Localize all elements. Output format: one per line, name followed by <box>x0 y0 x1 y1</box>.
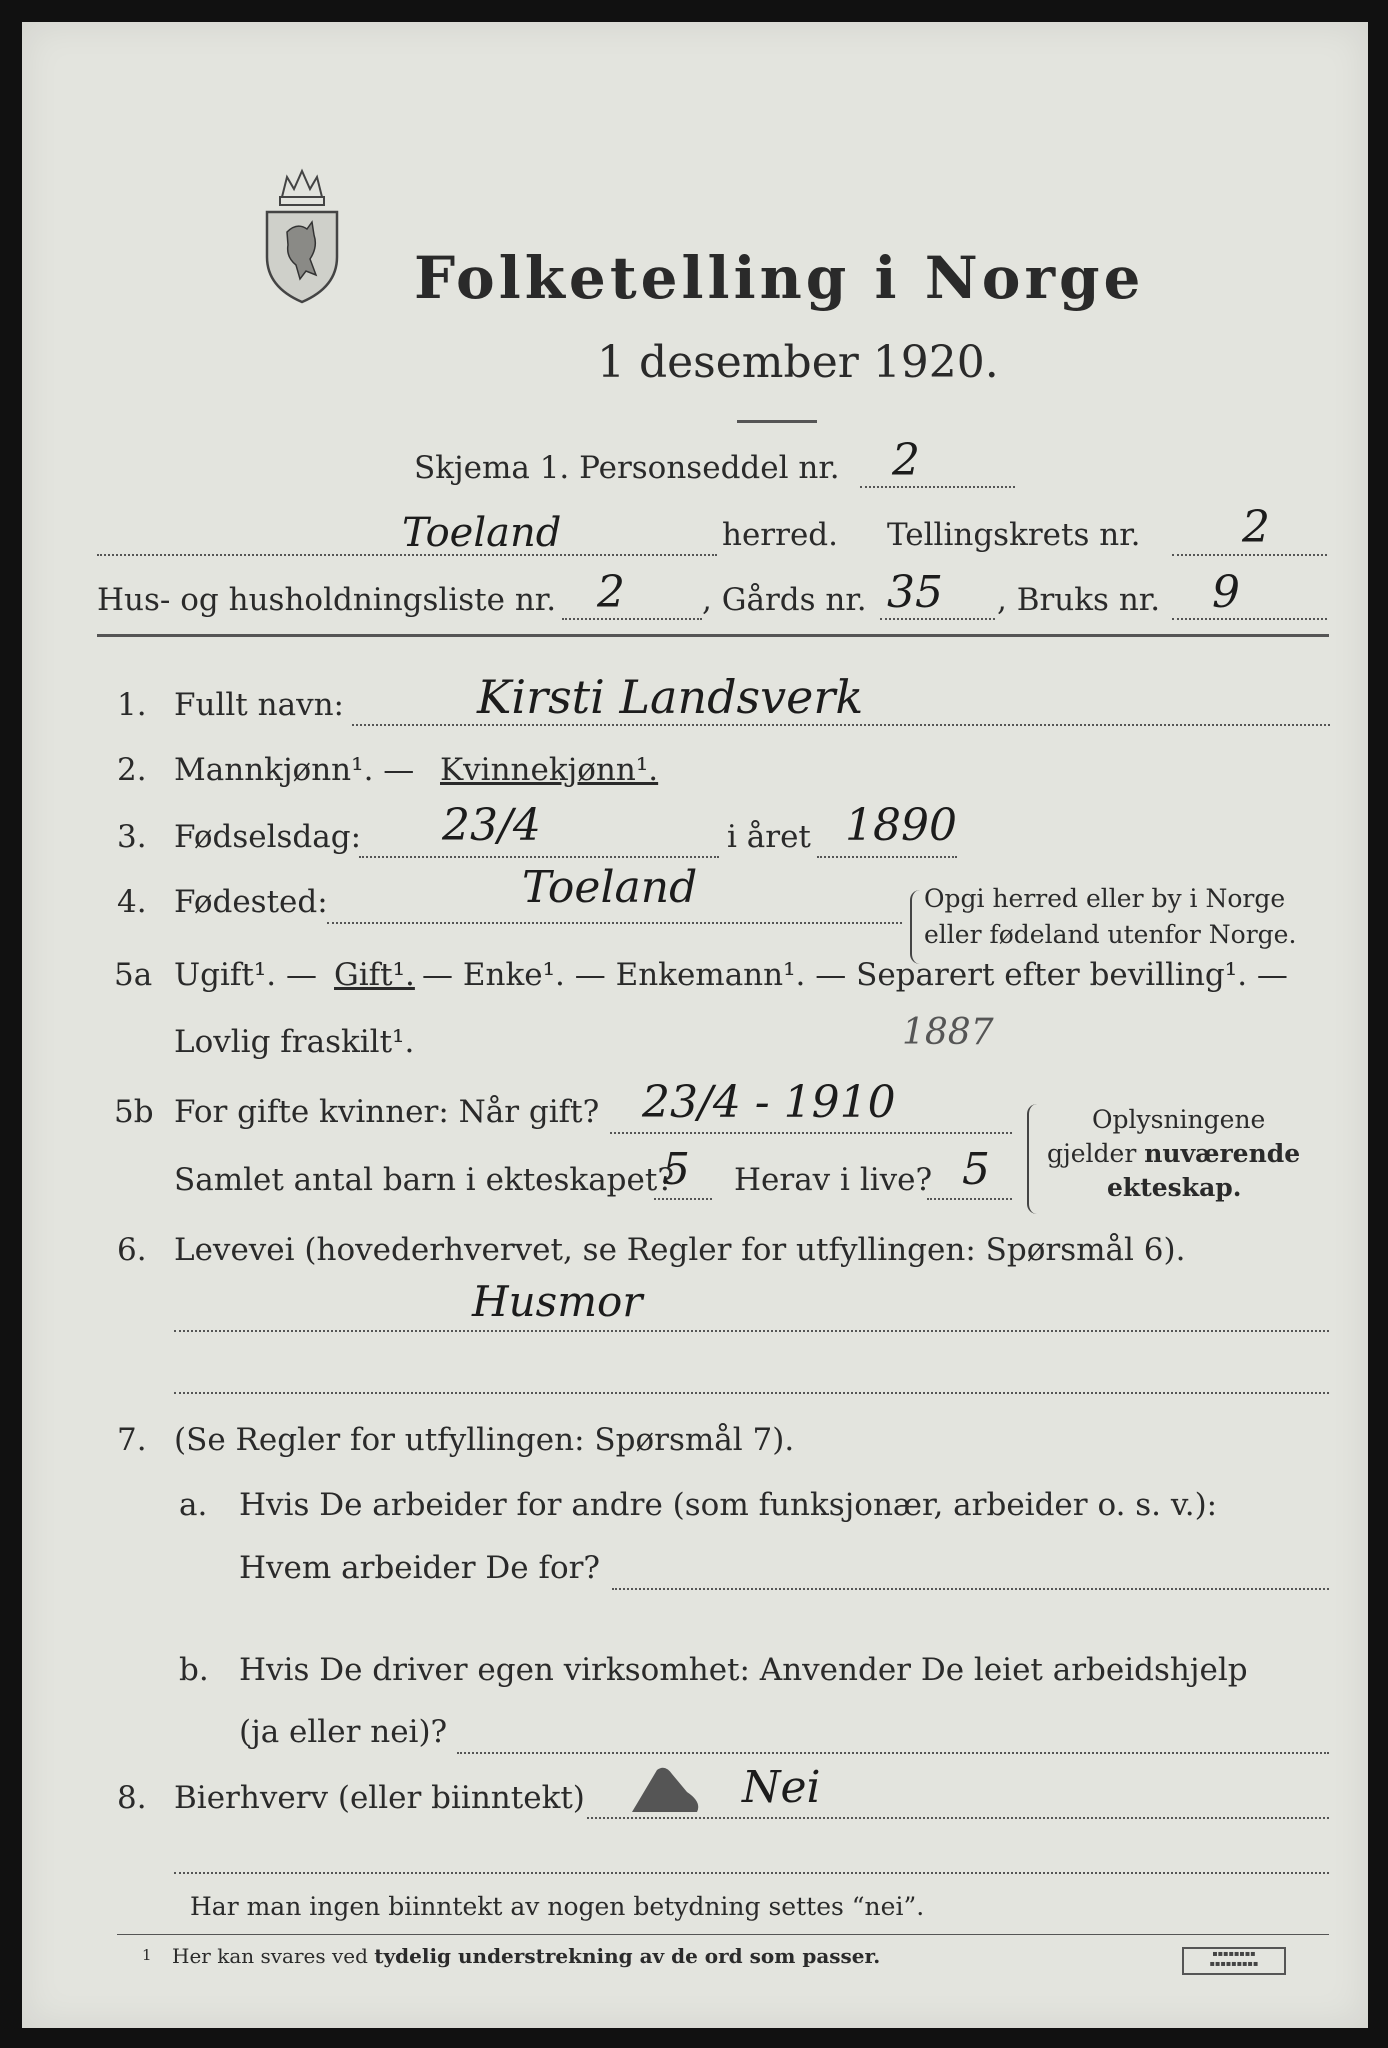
q5b-live-line <box>927 1198 1012 1200</box>
q5b-barn-label: Samlet antal barn i ekteskapet? <box>174 1162 674 1198</box>
q5a-ugift: Ugift¹. — <box>174 957 317 993</box>
q5b-label: For gifte kvinner: Når gift? <box>174 1094 600 1130</box>
herred-label: herred. <box>722 517 838 553</box>
q5b-barn-value: 5 <box>662 1144 690 1195</box>
q2-mann: Mannkjønn¹. — <box>174 752 415 788</box>
q3-year-label: i året <box>727 819 811 855</box>
q5b-number: 5b <box>114 1094 154 1130</box>
footnote-text: Her kan svares ved tydelig understrekning av de ord som passer. <box>172 1944 881 1968</box>
q5a-rest: — Enke¹. — Enkemann¹. — Separert efter bevilling¹. — <box>422 957 1288 993</box>
census-form <box>22 22 1368 2028</box>
q4-note-2: eller fødeland utenfor Norge. <box>924 920 1297 949</box>
personseddel-line <box>860 486 1015 488</box>
q7a-line <box>612 1588 1329 1590</box>
q7-label: (Se Regler for utfyllingen: Spørsmål 7). <box>174 1422 795 1458</box>
q5b-note-1: Oplysningene <box>1092 1105 1266 1134</box>
footnote-mark: 1 <box>142 1946 152 1964</box>
form-title: Folketelling i Norge <box>414 244 1145 312</box>
q5a-note: 1887 <box>902 1012 994 1053</box>
husholdningsliste-line <box>562 618 702 620</box>
q8-line <box>587 1817 1329 1819</box>
q3-line <box>359 856 719 858</box>
q2-kvinne: Kvinnekjønn¹. <box>440 752 659 788</box>
q6-line-2 <box>174 1392 1329 1394</box>
skjema-label: Skjema 1. Personseddel nr. <box>414 450 840 486</box>
gards-label: , Gårds nr. <box>702 582 867 618</box>
q8-number: 8. <box>117 1780 147 1816</box>
q7a-letter: a. <box>179 1487 208 1523</box>
tellingskrets-line <box>1172 554 1327 556</box>
q3-value: 23/4 <box>442 800 541 851</box>
printer-stamp: ▪▪▪▪▪▪▪▪ ▪▪▪▪▪▪▪▪▪ <box>1182 1947 1286 1975</box>
q4-label: Fødested: <box>174 884 328 920</box>
q5b-note-3: ekteskap. <box>1107 1173 1242 1202</box>
q5b-value: 23/4 - 1910 <box>642 1077 896 1128</box>
bruks-label: , Bruks nr. <box>997 582 1161 618</box>
q4-number: 4. <box>117 884 147 920</box>
q7b-text: Hvis De driver egen virksomhet: Anvender De leiet arbeidshjelp <box>239 1652 1248 1688</box>
q5b-note-2: gjelder nuværende <box>1047 1139 1301 1168</box>
q3-number: 3. <box>117 819 147 855</box>
herred-value: Toeland <box>402 510 562 556</box>
title-divider <box>737 420 817 423</box>
q5a-fraskilt: Lovlig fraskilt¹. <box>174 1024 415 1060</box>
tellingskrets-label: Tellingskrets nr. <box>887 517 1141 553</box>
q7b-line <box>457 1752 1329 1754</box>
gards-line <box>880 618 995 620</box>
q4-note-1: Opgi herred eller by i Norge <box>924 884 1286 913</box>
q5a-number: 5a <box>114 957 153 993</box>
q5b-line <box>610 1132 1012 1134</box>
q5b-live-value: 5 <box>962 1144 990 1195</box>
q4-brace <box>910 890 922 964</box>
ink-blot <box>627 1762 707 1817</box>
q6-label: Levevei (hovederhvervet, se Regler for utfyllingen: Spørsmål 6). <box>174 1232 1186 1268</box>
q5b-live-label: Herav i live? <box>734 1162 933 1198</box>
bruks-value: 9 <box>1212 567 1240 618</box>
q8-label: Bierhverv (eller biinntekt) <box>174 1780 585 1816</box>
q5b-barn-line <box>654 1198 712 1200</box>
q8-line-2 <box>174 1872 1329 1874</box>
nei-note: Har man ingen biinntekt av nogen betydning settes “nei”. <box>190 1892 925 1921</box>
q1-value: Kirsti Landsverk <box>477 670 864 724</box>
q6-value: Husmor <box>472 1277 643 1326</box>
q5a-gift: Gift¹. <box>334 957 415 993</box>
q6-number: 6. <box>117 1232 147 1268</box>
q7b-text2: (ja eller nei)? <box>239 1714 448 1750</box>
husholdningsliste-label: Hus- og husholdningsliste nr. <box>97 582 557 618</box>
header-divider <box>97 634 1329 637</box>
q3-label: Fødselsdag: <box>174 819 362 855</box>
coat-of-arms-icon <box>252 167 352 307</box>
q3-year-value: 1890 <box>845 800 957 851</box>
q7a-text2: Hvem arbeider De for? <box>239 1550 601 1586</box>
q8-value: Nei <box>742 1762 821 1813</box>
q5b-brace <box>1027 1104 1041 1214</box>
q2-number: 2. <box>117 752 147 788</box>
husholdningsliste-value: 2 <box>597 567 625 618</box>
tellingskrets-value: 2 <box>1242 502 1270 553</box>
q1-line <box>352 724 1330 726</box>
q4-line <box>327 922 902 924</box>
q7-number: 7. <box>117 1422 147 1458</box>
q7b-letter: b. <box>179 1652 209 1688</box>
q3-year-line <box>817 856 957 858</box>
q1-number: 1. <box>117 687 147 723</box>
q7a-text: Hvis De arbeider for andre (som funksjonær, arbeider o. s. v.): <box>239 1487 1218 1523</box>
census-date: 1 desember 1920. <box>597 337 999 388</box>
bruks-line <box>1172 618 1327 620</box>
q1-label: Fullt navn: <box>174 687 344 723</box>
footnote-divider <box>117 1934 1329 1935</box>
q6-line-1 <box>174 1330 1329 1332</box>
personseddel-value: 2 <box>892 435 920 486</box>
gards-value: 35 <box>887 567 943 618</box>
q4-value: Toeland <box>522 862 698 913</box>
